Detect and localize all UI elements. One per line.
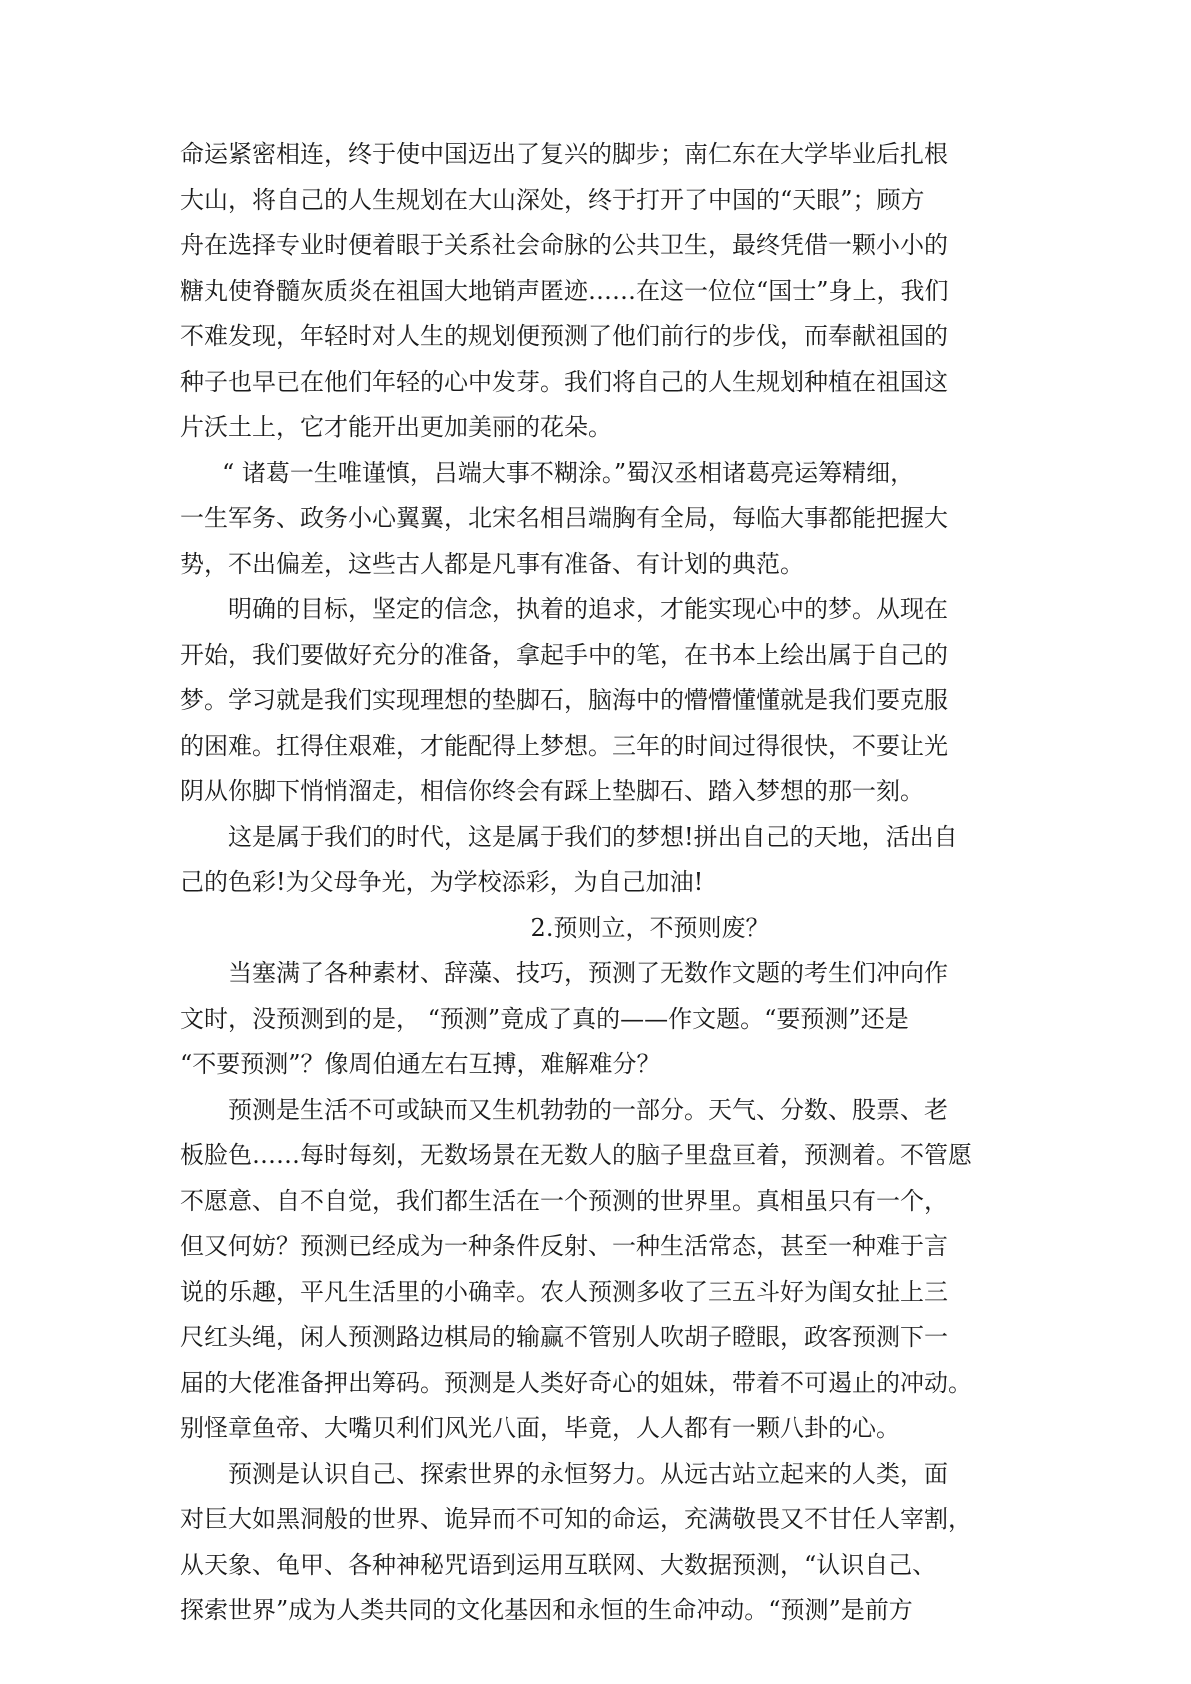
text-line: 届的大佬准备押出筹码。预测是人类好奇心的姐妹，带着不可遏止的冲动。: [180, 1368, 972, 1397]
text-line: 不愿意、自不自觉，我们都生活在一个预测的世界里。真相虽只有一个，: [180, 1186, 948, 1215]
text-line: 一生军务、政务小心翼翼，北宋名相吕端胸有全局，每临大事都能把握大: [180, 504, 948, 532]
text-line: 大山，将自己的人生规划在大山深处，终于打开了中国的“天眼”；顾方: [180, 185, 925, 214]
text-line: 从天象、龟甲、各种神秘咒语到运用互联网、大数据预测，“认识自己、: [180, 1550, 937, 1579]
text-line: “ 诸葛一生唯谨慎，吕端大事不糊涂。”蜀汉丞相诸葛亮运筹精细，: [222, 458, 915, 487]
text-line: 舟在选择专业时便着眼于关系社会命脉的公共卫生，最终凭借一颗小小的: [180, 231, 948, 259]
text-line: 己的色彩!为父母争光，为学校添彩，为自己加油!: [180, 868, 704, 896]
text-line: 片沃土上，它才能开出更加美丽的花朵。: [180, 413, 612, 441]
text-line: 对巨大如黑洞般的世界、诡异而不可知的命运，充满敬畏又不甘任人宰割，: [180, 1505, 972, 1533]
text-line: 阴从你脚下悄悄溜走，相信你终会有踩上垫脚石、踏入梦想的那一刻。: [180, 777, 924, 805]
section-heading: 2.预则立，不预则废？: [530, 913, 770, 942]
text-line: 命运紧密相连，终于使中国迈出了复兴的脚步；南仁东在大学毕业后扎根: [180, 140, 948, 168]
text-line: 种子也早已在他们年轻的心中发芽。我们将自己的人生规划种植在祖国这: [180, 367, 948, 396]
text-line: 文时，没预测到的是， “预测”竟成了真的——作文题。“要预测”还是: [180, 1004, 909, 1033]
text-line: 梦。学习就是我们实现理想的垫脚石，脑海中的懵懵懂懂就是我们要克服: [180, 686, 948, 714]
text-line: 说的乐趣，平凡生活里的小确幸。农人预测多收了三五斗好为闺女扯上三: [180, 1277, 948, 1306]
text-line: “不要预测”？像周伯通左右互搏，难解难分？: [180, 1050, 661, 1078]
text-line: 明确的目标，坚定的信念，执着的追求，才能实现心中的梦。从现在: [228, 595, 948, 623]
text-line: 但又何妨？预测已经成为一种条件反射、一种生活常态，甚至一种难于言: [180, 1232, 948, 1260]
text-line: 开始，我们要做好充分的准备，拿起手中的笔，在书本上绘出属于自己的: [180, 640, 948, 669]
text-line: 势，不出偏差，这些古人都是凡事有准备、有计划的典范。: [180, 549, 804, 578]
text-line: 的困难。扛得住艰难，才能配得上梦想。三年的时间过得很快，不要让光: [180, 731, 948, 760]
document-body: [180, 132, 1030, 1634]
text-line: 预测是生活不可或缺而又生机勃勃的一部分。天气、分数、股票、老: [228, 1095, 948, 1124]
text-line: 不难发现，年轻时对人生的规划便预测了他们前行的步伐，而奉献祖国的: [180, 322, 948, 350]
text-line: 探索世界”成为人类共同的文化基因和永恒的生命冲动。“预测”是前方: [180, 1596, 913, 1624]
text-line: 当塞满了各种素材、辞藻、技巧，预测了无数作文题的考生们冲向作: [228, 959, 948, 987]
text-line: 板脸色……每时每刻，无数场景在无数人的脑子里盘亘着，预测着。不管愿: [180, 1141, 972, 1169]
text-line: 糖丸使脊髓灰质炎在祖国大地销声匿迹……在这一位位“国士”身上，我们: [180, 276, 949, 305]
text-line: 预测是认识自己、探索世界的永恒努力。从远古站立起来的人类，面: [228, 1459, 948, 1488]
text-line: 尺红头绳，闲人预测路边棋局的输赢不管别人吹胡子瞪眼，政客预测下一: [180, 1323, 948, 1351]
text-line: 这是属于我们的时代，这是属于我们的梦想!拼出自己的天地，活出自: [228, 822, 958, 851]
text-line: 别怪章鱼帝、大嘴贝利们风光八面，毕竟，人人都有一颗八卦的心。: [180, 1414, 900, 1442]
